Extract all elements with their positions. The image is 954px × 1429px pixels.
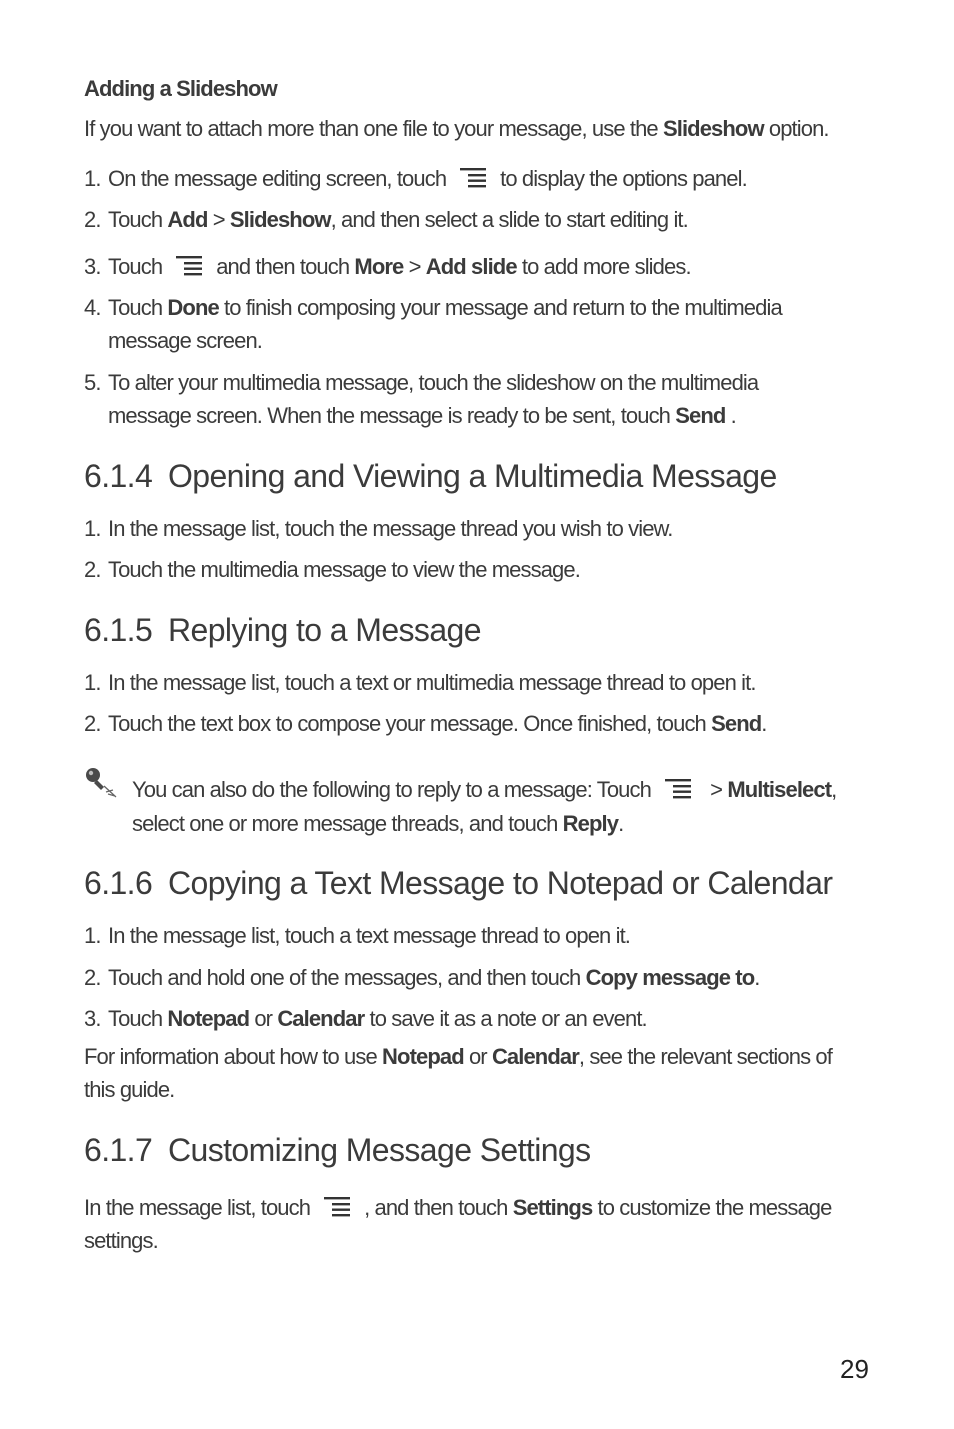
list-number: 2.: [84, 711, 101, 736]
section-heading-6-1-6: [84, 865, 832, 902]
list-item: [84, 162, 747, 195]
step-bold: Calendar: [277, 1006, 365, 1031]
intro-text: If you want to attach more than one file to your message, use the: [84, 116, 663, 141]
step-text: to save it as a note or an event.: [364, 1006, 647, 1031]
list-item: [84, 553, 580, 586]
menu-icon: [460, 167, 486, 189]
step-text: On the message editing screen, touch: [108, 166, 447, 191]
list-number: 5.: [84, 370, 101, 395]
note-text-part: ,: [831, 777, 837, 802]
para-text: this guide.: [84, 1077, 175, 1102]
step-text-continued: message screen.: [108, 328, 263, 353]
intro-bold: Slideshow: [662, 116, 764, 141]
list-number: 1.: [84, 166, 101, 191]
step-text: , and then select a slide to start editing it.: [330, 207, 688, 232]
list-item: [84, 707, 767, 740]
section-title: Replying to a Message: [168, 612, 481, 648]
menu-icon: [176, 255, 202, 277]
step-text: Touch: [108, 295, 168, 320]
list-item: [84, 961, 759, 994]
step-text: In the message list, touch the message thread you wish to view.: [108, 516, 673, 541]
para-text: to customize the message: [592, 1195, 832, 1220]
note-text: [132, 773, 836, 841]
menu-icon: [324, 1196, 350, 1218]
para-text: For information about how to use: [84, 1044, 383, 1069]
list-number: 1.: [84, 670, 101, 695]
note-bold: Reply: [562, 811, 619, 836]
step-bold: Send: [711, 711, 762, 736]
step-text: to display the options panel.: [500, 166, 747, 191]
page-number: 29: [840, 1354, 869, 1384]
step-text: Touch and hold one of the messages, and then touch: [108, 965, 586, 990]
step-text: Touch the text box to compose your message. Once finished, touch: [108, 711, 712, 736]
list-item: [84, 512, 673, 545]
note-bold: Multiselect: [727, 777, 832, 802]
list-number: 1.: [84, 516, 101, 541]
list-number: 3.: [84, 254, 101, 279]
section-heading-6-1-4: [84, 458, 777, 495]
section-heading-6-1-5: [84, 612, 481, 649]
step-bold: Notepad: [167, 1006, 250, 1031]
step-text: or: [249, 1006, 278, 1031]
step-bold: Send: [675, 403, 726, 428]
section-number: 6.1.6: [84, 865, 153, 901]
step-text: .: [754, 965, 760, 990]
para-text: , and then touch: [364, 1195, 513, 1220]
step-text: .: [725, 403, 736, 428]
para-text: settings.: [84, 1228, 158, 1253]
section-number: 6.1.5: [84, 612, 153, 648]
section-number: 6.1.7: [84, 1132, 153, 1168]
list-number: 2.: [84, 207, 101, 232]
step-bold: Done: [167, 295, 219, 320]
list-number: 2.: [84, 557, 101, 582]
para-bold: Calendar: [491, 1044, 579, 1069]
step-bold: Add slide: [425, 254, 517, 279]
step-text: In the message list, touch a text message thread to open it.: [108, 923, 630, 948]
section-heading-6-1-7: [84, 1132, 591, 1169]
note-text-part: select one or more message threads, and touch: [132, 811, 563, 836]
step-text: to add more slides.: [516, 254, 691, 279]
list-number: 1.: [84, 923, 101, 948]
step-text: >: [207, 207, 230, 232]
para-text: or: [463, 1044, 492, 1069]
para-text: , see the relevant sections of: [578, 1044, 832, 1069]
section-title: Customizing Message Settings: [168, 1132, 591, 1168]
subheading-adding-slideshow: Adding a Slideshow: [84, 76, 277, 101]
step-text: .: [761, 711, 767, 736]
step-text: Touch: [108, 254, 163, 279]
step-text: Touch: [108, 1006, 168, 1031]
para-text: In the message list, touch: [84, 1195, 311, 1220]
para-bold: Notepad: [382, 1044, 464, 1069]
note-text-part: You can also do the following to reply to a message: Touch: [132, 777, 651, 802]
list-number: 4.: [84, 295, 101, 320]
step-text: and then touch: [216, 254, 355, 279]
step-bold: Copy message to: [585, 965, 755, 990]
step-text-continued: [84, 399, 758, 432]
list-item: [84, 250, 691, 283]
step-text: message screen. When the message is ready to be sent, touch: [108, 403, 676, 428]
list-number: 2.: [84, 965, 101, 990]
step-bold: Slideshow: [229, 207, 331, 232]
note-text-part: .: [618, 811, 624, 836]
step-text: >: [403, 254, 426, 279]
section-number: 6.1.4: [84, 458, 153, 494]
para-bold: Settings: [512, 1195, 593, 1220]
list-number: 3.: [84, 1006, 101, 1031]
section-title: Opening and Viewing a Multimedia Message: [168, 458, 777, 494]
list-item: [84, 919, 630, 952]
list-item: [84, 203, 688, 236]
intro-text-end: option.: [763, 116, 829, 141]
step-bold: More: [354, 254, 404, 279]
menu-icon: [665, 778, 691, 800]
step-text: In the message list, touch a text or multimedia message thread to open it.: [108, 670, 756, 695]
step-bold: Add: [167, 207, 208, 232]
section-616-paragraph: [84, 1040, 832, 1106]
list-item: [84, 666, 756, 699]
section-617-paragraph: [84, 1191, 831, 1257]
note-icon: [84, 766, 120, 800]
section-title: Copying a Text Message to Notepad or Calendar: [168, 865, 833, 901]
note-text-part: >: [704, 777, 728, 802]
list-item: [84, 291, 782, 357]
slideshow-intro: [84, 112, 829, 145]
step-text: to finish composing your message and return to the multimedia: [218, 295, 782, 320]
step-text: To alter your multimedia message, touch the slideshow on the multimedia: [108, 370, 759, 395]
list-item: [84, 1002, 647, 1035]
step-text: Touch the multimedia message to view the message.: [108, 557, 580, 582]
list-item: [84, 366, 758, 432]
step-text: Touch: [108, 207, 168, 232]
